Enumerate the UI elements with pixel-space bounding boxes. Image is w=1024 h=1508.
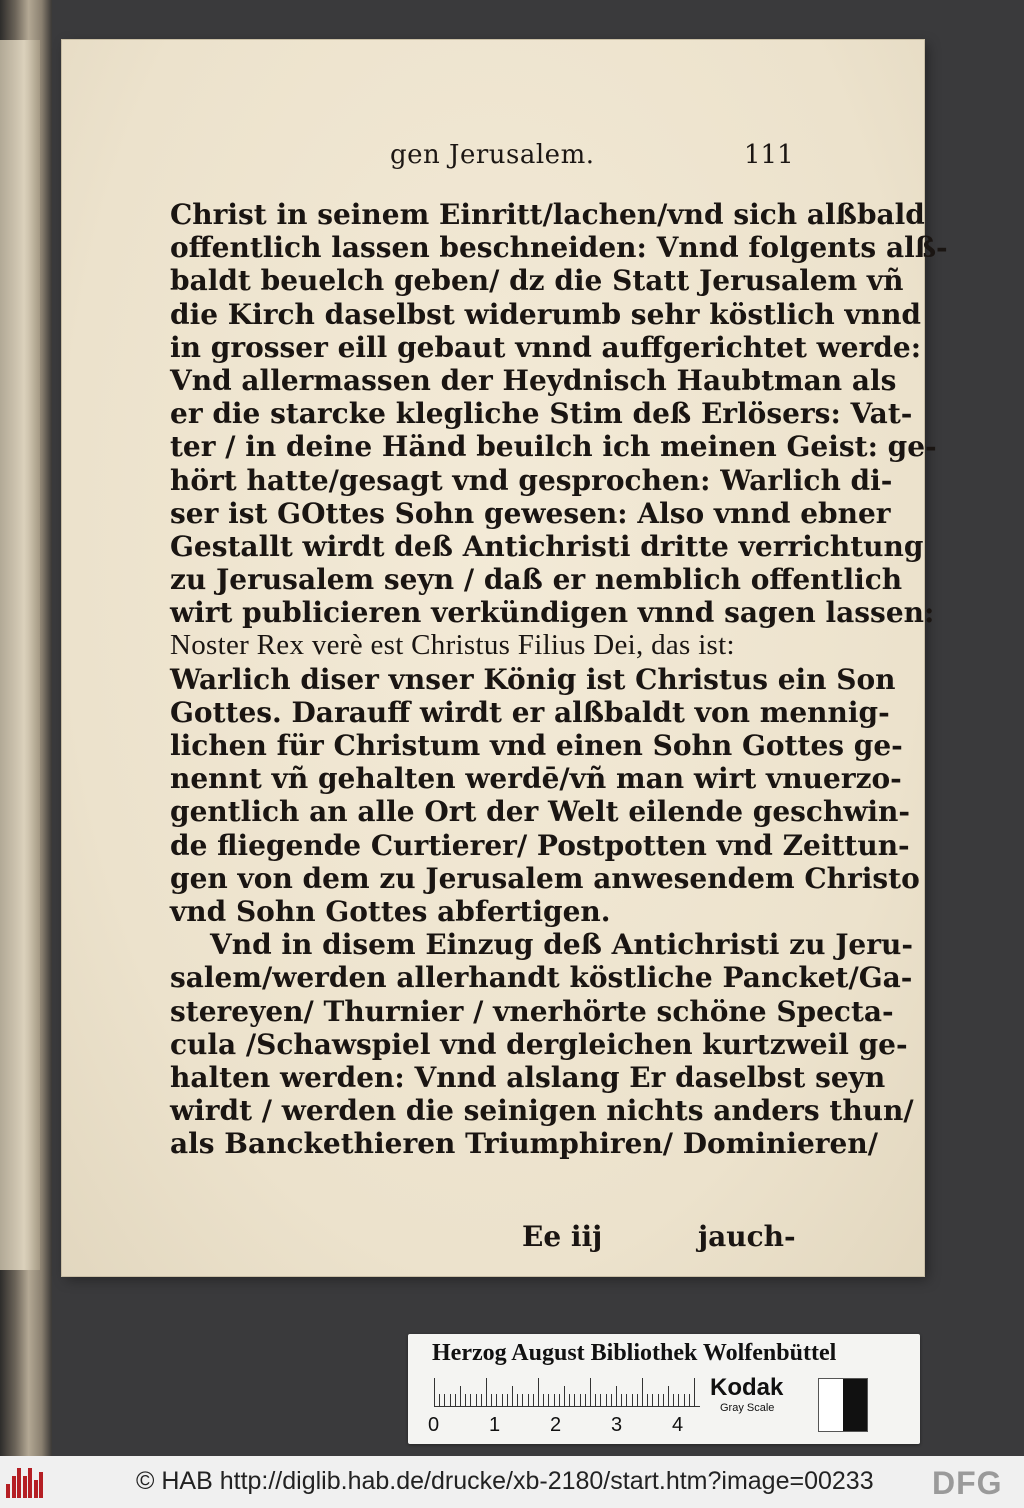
- text-line: cula /Schawspiel vnd dergleichen kurtzweil ge-: [170, 1027, 908, 1061]
- ruler-tick: [486, 1378, 487, 1406]
- text-line: zu Jerusalem seyn / daß er nemblich offentlich: [170, 563, 903, 597]
- logo-bar: [6, 1484, 10, 1498]
- catchword: jauch-: [698, 1220, 796, 1253]
- ruler-number: 3: [611, 1414, 623, 1436]
- ruler-tick: [684, 1394, 685, 1406]
- ruler-tick: [668, 1386, 669, 1406]
- ruler-tick: [626, 1394, 627, 1406]
- text-line: Gestallt wirdt deß Antichristi dritte verrichtung: [170, 529, 924, 563]
- ruler-tick: [455, 1394, 456, 1406]
- text-line: stereyen/ Thurnier / vnerhörte schöne Specta-: [170, 994, 894, 1028]
- text-line: wirdt / werden die seinigen nichts anders thun/: [170, 1094, 914, 1128]
- text-line: er die starcke klegliche Stim deß Erlösers: Vat-: [170, 397, 913, 431]
- text-line: salem/werden allerhandt köstliche Pancket/Ga-: [170, 961, 913, 995]
- logo-bar: [23, 1476, 27, 1498]
- ruler-number: 0: [428, 1414, 440, 1436]
- ruler-tick: [694, 1378, 695, 1406]
- text-line: Christ in seinem Einritt/lachen/vnd sich alßbald: [170, 198, 925, 231]
- ruler-tick: [491, 1394, 492, 1406]
- ruler-tick: [507, 1394, 508, 1406]
- ruler-tick: [481, 1394, 482, 1406]
- ruler-tick: [502, 1394, 503, 1406]
- ruler-tick: [517, 1394, 518, 1406]
- ruler-tick: [621, 1394, 622, 1406]
- text-line: Vnd in disem Einzug deß Antichristi zu Jeru-: [210, 928, 913, 962]
- text-line: wirt publicieren verkündigen vnnd sagen lassen:: [170, 596, 935, 630]
- book-page: [62, 40, 948, 1276]
- logo-bar: [12, 1476, 16, 1498]
- ruler-tick: [465, 1394, 466, 1406]
- text-line: gen von dem zu Jerusalem anwesendem Christo: [170, 861, 920, 895]
- ruler-tick: [600, 1394, 601, 1406]
- hab-logo-icon: [6, 1466, 46, 1498]
- ruler-labels: [428, 1414, 708, 1436]
- text-line: gentlich an alle Ort der Welt eilende geschwin-: [170, 795, 911, 829]
- ruler-tick: [580, 1394, 581, 1406]
- text-line: lichen für Christum vnd einen Sohn Gottes ge-: [170, 729, 903, 762]
- ruler-tick: [632, 1394, 633, 1406]
- signature-mark: Ee iij: [522, 1220, 603, 1253]
- text-line: ser ist GOttes Sohn gewesen: Also vnnd ebner: [170, 496, 891, 530]
- logo-bar: [17, 1468, 21, 1498]
- ruler-tick: [678, 1394, 679, 1406]
- text-line: baldt beuelch geben/ dz die Statt Jerusalem vñ: [170, 264, 904, 298]
- logo-bar: [28, 1468, 32, 1498]
- text-line: als Banckethieren Triumphiren/ Dominieren/: [170, 1127, 878, 1161]
- page-header: [62, 140, 924, 180]
- ruler-tick: [460, 1386, 461, 1406]
- ruler-tick: [496, 1394, 497, 1406]
- ruler-tick: [450, 1394, 451, 1406]
- ruler-tick: [538, 1378, 539, 1406]
- ruler-number: 1: [489, 1414, 501, 1436]
- gray-scale-swatch: [818, 1378, 868, 1432]
- library-name: Herzog August Bibliothek Wolfenbüttel: [432, 1340, 837, 1366]
- logo-bar: [34, 1480, 38, 1498]
- ruler-tick: [642, 1378, 643, 1406]
- ruler-tick: [652, 1394, 653, 1406]
- ruler-tick: [585, 1394, 586, 1406]
- ruler-tick: [522, 1394, 523, 1406]
- ruler-tick: [512, 1386, 513, 1406]
- ruler-tick: [574, 1394, 575, 1406]
- ruler-tick: [444, 1394, 445, 1406]
- text-line: die Kirch daselbst widerumb sehr köstlich vnnd: [170, 297, 922, 331]
- ruler-tick: [689, 1394, 690, 1406]
- ruler-tick: [439, 1394, 440, 1406]
- ruler-tick: [595, 1394, 596, 1406]
- ruler-tick: [533, 1394, 534, 1406]
- dfg-logo: DFG: [932, 1465, 1003, 1501]
- ruler-tick: [569, 1394, 570, 1406]
- footer-bar: [0, 1456, 1024, 1508]
- ruler-tick: [564, 1386, 565, 1406]
- page-number: 111: [744, 140, 794, 170]
- ruler-tick: [611, 1394, 612, 1406]
- ruler-tick: [658, 1394, 659, 1406]
- ruler-number: 2: [550, 1414, 562, 1436]
- ruler-tick: [470, 1394, 471, 1406]
- ruler-tick: [637, 1394, 638, 1406]
- text-line: Noster Rex verè est Christus Filius Dei, das ist:: [170, 629, 735, 662]
- text-line: vnd Sohn Gottes abfertigen.: [170, 894, 611, 928]
- kodak-subtitle: Gray Scale: [720, 1402, 775, 1414]
- ruler-tick: [663, 1394, 664, 1406]
- running-title: gen Jerusalem.: [390, 140, 595, 170]
- ruler-tick: [647, 1394, 648, 1406]
- ruler-tick: [434, 1378, 435, 1406]
- scale-ruler: [434, 1376, 700, 1407]
- ruler-tick: [616, 1386, 617, 1406]
- text-line: nennt vñ gehalten werdē/vñ man wirt vnuerzo-: [170, 762, 902, 796]
- ruler-number: 4: [672, 1414, 684, 1436]
- ruler-tick: [543, 1394, 544, 1406]
- text-line: Vnd allermassen der Heydnisch Haubtman als: [170, 363, 897, 397]
- text-line: de fliegende Curtierer/ Postpotten vnd Zeittun-: [170, 828, 910, 862]
- ruler-tick: [559, 1394, 560, 1406]
- ruler-tick: [554, 1394, 555, 1406]
- logo-bar: [39, 1472, 43, 1498]
- ruler-tick: [673, 1394, 674, 1406]
- body-text: [170, 198, 948, 1161]
- text-line: halten werden: Vnnd alslang Er daselbst seyn: [170, 1060, 886, 1094]
- library-label-card: [408, 1334, 920, 1444]
- ruler-tick: [476, 1394, 477, 1406]
- text-line: Warlich diser vnser König ist Christus ein Son: [170, 662, 896, 696]
- text-line: Gottes. Darauff wirdt er alßbaldt von mennig-: [170, 695, 890, 729]
- ruler-tick: [528, 1394, 529, 1406]
- text-line: ter / in deine Händ beuilch ich meinen Geist: ge-: [170, 430, 937, 464]
- text-line: offentlich lassen beschneiden: Vnnd folgents alß-: [170, 231, 948, 265]
- facing-page-edge: [0, 40, 40, 1270]
- text-line: hört hatte/gesagt vnd gesprochen: Warlich di-: [170, 463, 893, 497]
- ruler-tick: [590, 1378, 591, 1406]
- ruler-tick: [548, 1394, 549, 1406]
- text-line: in grosser eill gebaut vnnd auffgerichtet werde:: [170, 330, 922, 364]
- kodak-brand: Kodak: [710, 1374, 784, 1401]
- ruler-tick: [606, 1394, 607, 1406]
- source-url[interactable]: © HAB http://diglib.hab.de/drucke/xb-2180/start.htm?image=00233: [136, 1467, 874, 1495]
